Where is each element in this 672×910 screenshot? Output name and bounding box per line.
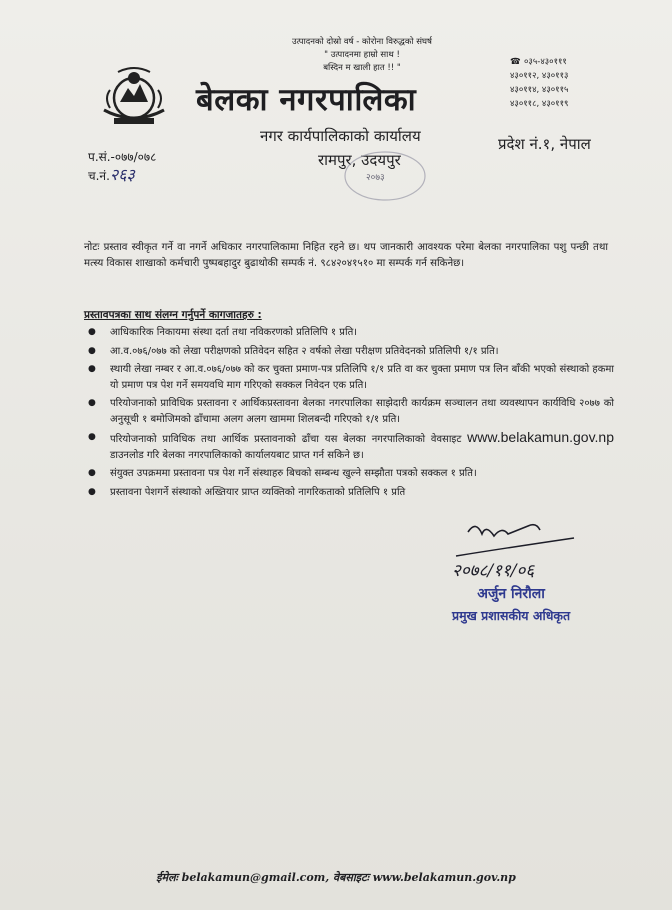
signer-title: प्रमुख प्रशासकीय अधिकृत — [452, 608, 571, 623]
web-label: वेबसाइटः — [333, 871, 369, 884]
phone-numbers — [510, 55, 568, 111]
slogan-line: " उत्पादनमा हाम्रो साथ ! — [324, 50, 400, 60]
ref-cn — [88, 166, 156, 185]
footer-website-link[interactable]: www.belakamun.gov.np — [372, 871, 516, 884]
list-item: ● संयुक्त उपक्रममा प्रस्तावना पत्र पेश गर्ने संस्थाहरु बिचको सम्बन्ध खुल्ने सम्झौता पत्रको सक्कल १ प्रति। — [84, 466, 614, 482]
ref-cn-value: २६३ — [109, 165, 135, 184]
date-stamp — [340, 146, 430, 206]
documents-list — [84, 325, 614, 503]
phone-icon: ☎ — [510, 57, 521, 67]
list-item: ● स्थायी लेखा नम्बर र आ.व.०७६/०७७ को कर चुक्ता प्रमाण-पत्र प्रतिलिपि १/१ प्रति वा कर चुक्ता प्रमाण पत्र लिन बाँकी भएको संस्थाको हकमा यो प्रमाण पत्र पेश गर्ने समयवधि माग गरिएको सक्कल निवेदन एक प्रति। — [84, 362, 614, 393]
signature-date: २०७८/११/०६ — [452, 561, 535, 581]
list-item — [84, 430, 614, 463]
download-text: परियोजनाको प्राविधिक तथा आर्थिक प्रस्तावनाको ढाँचा यस बेलका नगरपालिकाको वेवसाइट — [110, 434, 462, 445]
office-name: बेलका नगरपालिका — [196, 82, 417, 118]
signer — [452, 584, 570, 624]
ref-cn-label: च.नं. — [88, 169, 110, 183]
list-item: ● आ.व.०७६/०७७ को लेखा परीक्षणको प्रतिवेदन सहित २ वर्षको लेखा परीक्षण प्रतिवेदनको प्रतिलिपी १/१ प्रति। — [84, 344, 614, 360]
reference-block — [88, 148, 156, 185]
office-sub-line: नगर कार्यपालिकाको कार्यालय — [260, 127, 421, 145]
list-item: ● प्रस्तावना पेशगर्ने संस्थाको अख्तियार प्राप्त व्यक्तिको नागरिकताको प्रतिलिपि १ प्रति — [84, 485, 614, 501]
phone-line: ४३०११२, ४३०११३ — [510, 71, 569, 81]
download-text: डाउनलोड गरि बेलका नगरपालिकाको कार्यालयबाट प्राप्त गर्न सकिने छ। — [110, 449, 364, 461]
slogan-line: उत्पादनको दोस्रो वर्ष - कोरोना विरुद्धको संघर्ष — [292, 37, 432, 47]
ref-ps: प.सं.-०७७/०७८ — [88, 150, 157, 164]
email-address[interactable]: belakamun@gmail.com, — [181, 871, 330, 884]
province: प्रदेश नं.१, नेपाल — [498, 135, 591, 153]
phone-line: ४३०११४, ४३०११५ — [510, 85, 569, 95]
office-address: रामपुर, उदयपुर — [318, 151, 401, 169]
list-item: ● परियोजनाको प्राविधिक प्रस्तावना र आर्थिकप्रस्तावना बेलका नगरपालिका साझेदारी कार्यक्रम सञ्चालन तथा व्यवस्थापन कार्यविधि २०७७ को अनुसूची १ बमोजिमको ढाँचामा अलग अलग खाममा शिलबन्दी गरिएको १/१ प्रति। — [84, 396, 614, 427]
phone-line: ०३५-४३०१११ — [524, 57, 567, 67]
nepal-emblem-icon — [96, 64, 172, 134]
note-paragraph: नोटः प्रस्ताव स्वीकृत गर्ने वा नगर्ने अधिकार नगरपालिकामा निहित रहने छ। थप जानकारी आवश्यक परेमा बेलका नगरपालिका पशु पन्छी तथा मत्स्य विकास शाखाको कर्मचारी पुष्पबहादुर बुढाथोकी सम्पर्क नं. ९८४२०४१५१० मा सम्पर्क गर्न सकिनेछ। — [84, 242, 608, 269]
slogan — [262, 36, 462, 75]
documents-heading: प्रस्तावपत्रका साथ संलग्न गर्नुपर्ने कागजातहरु : — [84, 309, 262, 321]
email-label: ईमेलः — [156, 871, 178, 884]
stamp-text: २०७३ — [366, 173, 385, 183]
phone-line: ४३०११८, ४३०११९ — [510, 99, 569, 109]
footer-contact — [0, 870, 672, 885]
signer-name: अर्जुन निरौला — [477, 586, 545, 602]
slogan-line: बस्दिन म खाली हात !! " — [323, 63, 401, 73]
list-item: ● आधिकारिक निकायमा संस्था दर्ता तथा नविकरणको प्रतिलिपि १ प्रति। — [84, 325, 614, 341]
website-link[interactable]: www.belakamun.gov.np — [467, 429, 614, 445]
